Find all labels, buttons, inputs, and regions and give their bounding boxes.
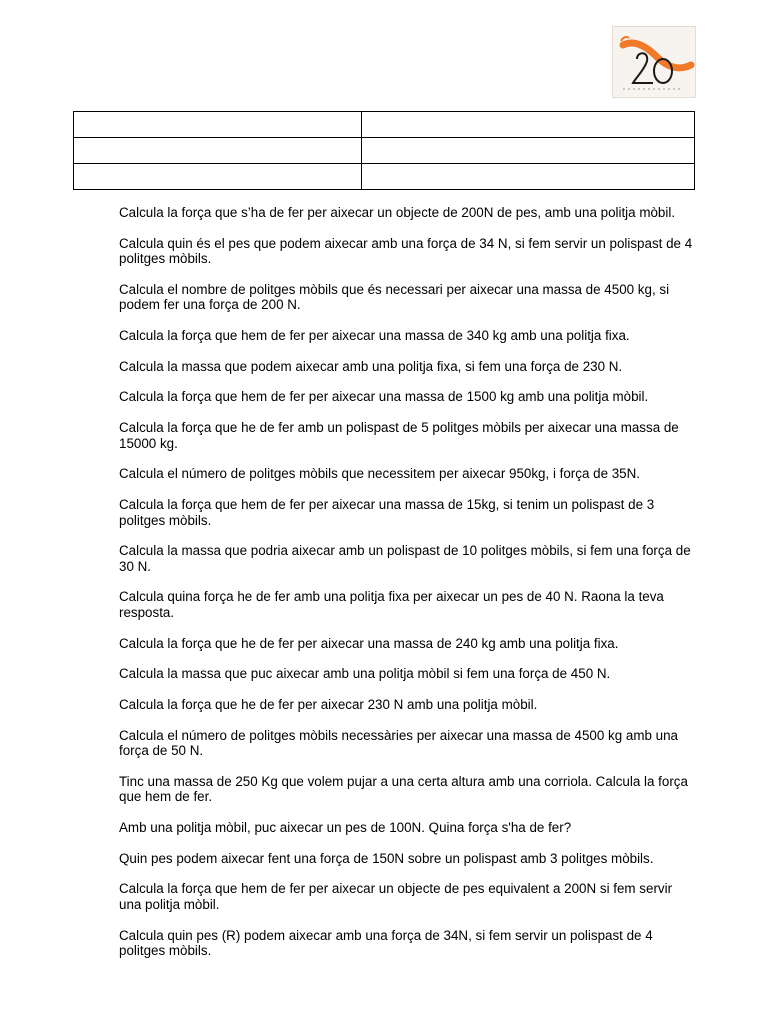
problem-item: Calcula la força que hem de fer per aixecar una massa de 1500 kg amb una politja mòbil. [119,389,649,405]
problem-item: Calcula la massa que podria aixecar amb un polispast de 10 politges mòbils, si fem una força de 30 N. [119,543,691,574]
table-cell[interactable] [362,138,695,164]
problem-item: Amb una politja mòbil, puc aixecar un pes de 100N. Quina força s'ha de fer? [119,820,572,835]
problem-item: Quin pes podem aixecar fent una força de 150N sobre un polispast amb 3 politges mòbils. [119,850,654,866]
table-cell[interactable] [362,112,695,138]
problem-item: Calcula quin és el pes que podem aixecar amb una força de 34 N, si fem servir un polispast de 4 politges mòbils. [119,235,693,267]
problem-list [119,205,695,974]
problem-item: Calcula la força que s’ha de fer per aixecar un objecte de 200N de pes, amb una politja mòbil. [119,205,676,220]
problem-item: Calcula quin pes (R) podem aixecar amb una força de 34N, si fem servir un polispast de 4 politges mòbils. [119,927,653,959]
table-row [74,164,695,190]
problem-item: Calcula quina força he de fer amb una politja fixa per aixecar un pes de 40 N. Raona la teva resposta. [119,589,664,620]
problem-item: Calcula la força que he de fer amb un polispast de 5 politges mòbils per aixecar una massa de 15000 kg. [119,420,679,451]
table-row [74,112,695,138]
school-logo [612,26,696,98]
problem-item: Calcula la força que he de fer per aixecar 230 N amb una politja mòbil. [119,696,538,712]
table-cell[interactable] [362,164,695,190]
student-info-table [73,111,695,190]
table-cell[interactable] [74,112,362,138]
school-logo-icon [613,27,695,97]
problem-item: Calcula el nombre de politges mòbils que és necessari per aixecar una massa de 4500 kg, si podem fer una força de 200 N. [119,281,670,313]
problem-item: Calcula la força que hem de fer per aixecar una massa de 15kg, si tenim un polispast de 3 politges mòbils. [119,497,655,528]
problem-item: Calcula la massa que podem aixecar amb una politja fixa, si fem una força de 230 N. [119,358,623,374]
problem-item: Calcula la força que hem de fer per aixecar un objecte de pes equivalent a 200N si fem servir una politja mòbil. [119,881,673,912]
problem-item: Calcula el número de politges mòbils que necessitem per aixecar 950kg, i força de 35N. [119,466,641,482]
problem-item: Tinc una massa de 250 Kg que volem pujar a una certa altura amb una corriola. Calcula la força que hem de fer. [119,773,688,805]
table-cell[interactable] [74,164,362,190]
problem-item: Calcula el número de politges mòbils necessàries per aixecar una massa de 4500 kg amb una força de 50 N. [119,727,679,759]
table-cell[interactable] [74,138,362,164]
problem-item: Calcula la força que hem de fer per aixecar una massa de 340 kg amb una politja fixa. [119,328,630,344]
problem-item: Calcula la massa que puc aixecar amb una politja mòbil si fem una força de 450 N. [119,666,611,682]
problem-item: Calcula la força que he de fer per aixecar una massa de 240 kg amb una politja fixa. [119,635,619,651]
table-row [74,138,695,164]
